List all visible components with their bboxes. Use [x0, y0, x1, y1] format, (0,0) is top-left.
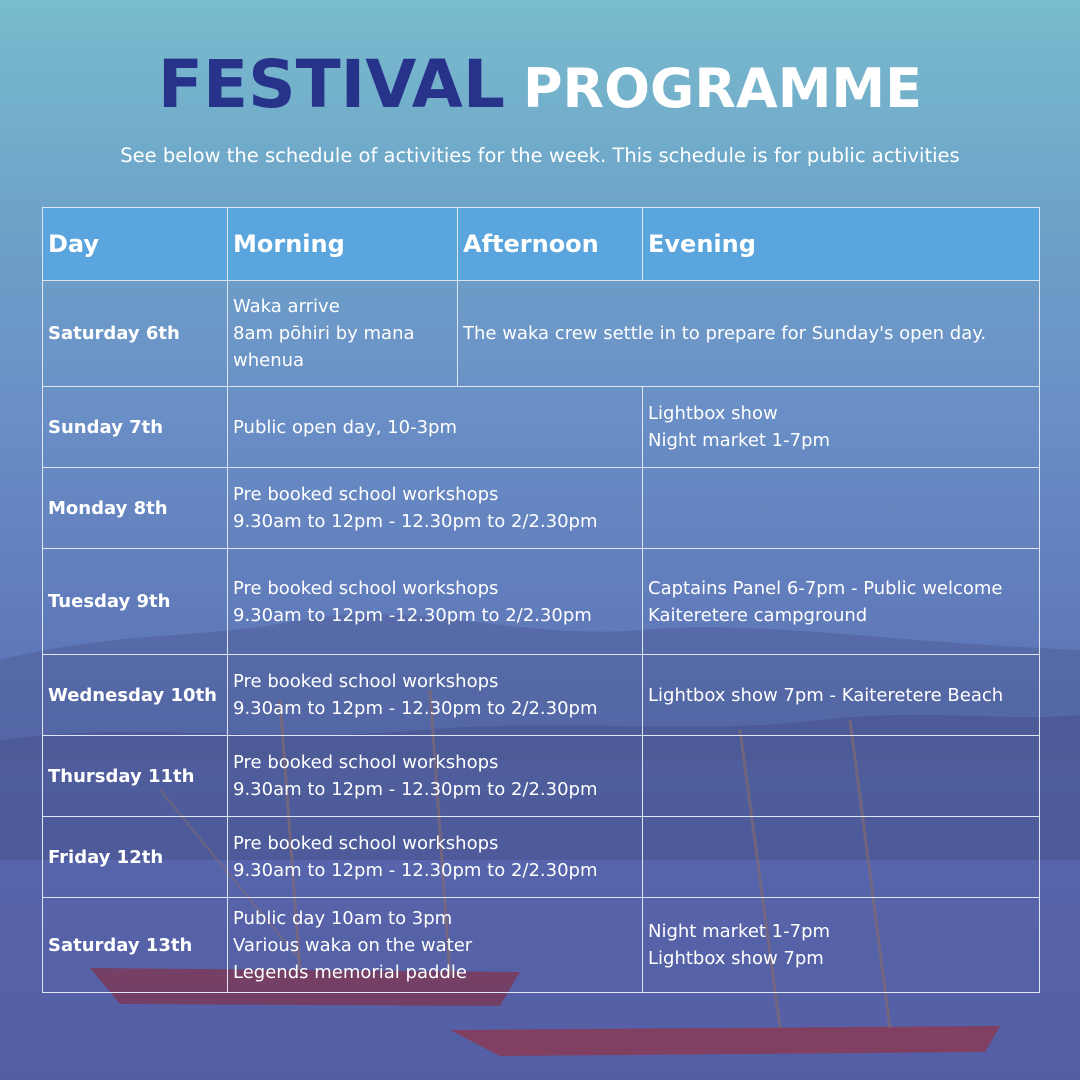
cell-line: Pre booked school workshops: [233, 752, 499, 773]
table-row: [43, 549, 1040, 655]
cell-line: Kaiteretere campground: [648, 604, 868, 626]
table-row: [43, 817, 1040, 898]
morning-cell: [228, 281, 458, 387]
morning-afternoon-cell: [228, 736, 643, 817]
cell-line: Night market 1-7pm: [648, 921, 831, 942]
evening-cell: [643, 736, 1040, 817]
day-cell: Wednesday 10th: [43, 655, 228, 736]
table-row: [43, 281, 1040, 387]
evening-cell: [643, 387, 1040, 468]
cell-line: 9.30am to 12pm - 12.30pm to 2/2.30pm: [233, 698, 598, 719]
schedule-table: [42, 207, 1040, 993]
morning-afternoon-cell: [228, 387, 643, 468]
header-morning: Morning: [228, 208, 458, 281]
evening-cell: [643, 898, 1040, 993]
evening-cell: [643, 549, 1040, 655]
day-cell: Tuesday 9th: [43, 549, 228, 655]
table-row: [43, 898, 1040, 993]
title-festival: FESTIVAL: [157, 46, 505, 123]
cell-line: Captains Panel 6-7pm - Public welcome: [648, 577, 1003, 599]
afternoon-evening-cell: [458, 281, 1040, 387]
header-day: Day: [43, 208, 228, 281]
morning-afternoon-cell: [228, 898, 643, 993]
cell-line: Various waka on the water: [233, 934, 473, 956]
day-cell: Thursday 11th: [43, 736, 228, 817]
waka-hull-right: [450, 1026, 1000, 1056]
cell-line: 8am pōhiri by mana: [233, 323, 415, 344]
table-row: [43, 387, 1040, 468]
day-cell: Monday 8th: [43, 468, 228, 549]
cell-line: Night market 1-7pm: [648, 430, 831, 451]
page-subtitle: See below the schedule of activities for the week. This schedule is for public activities: [120, 144, 960, 167]
cell-line: 9.30am to 12pm -12.30pm to 2/2.30pm: [233, 604, 592, 626]
cell-line: Pre booked school workshops: [233, 671, 499, 692]
cell-line: Pre booked school workshops: [233, 484, 499, 505]
day-cell: Saturday 13th: [43, 898, 228, 993]
cell-line: Legends memorial paddle: [233, 961, 467, 983]
evening-cell: [643, 817, 1040, 898]
cell-line: 9.30am to 12pm - 12.30pm to 2/2.30pm: [233, 511, 598, 532]
header-afternoon: Afternoon: [458, 208, 643, 281]
morning-afternoon-cell: [228, 468, 643, 549]
cell-line: Waka arrive: [233, 296, 340, 317]
cell-line: Lightbox show 7pm - Kaiteretere Beach: [648, 684, 1004, 706]
morning-afternoon-cell: [228, 549, 643, 655]
cell-line: Public day 10am to 3pm: [233, 907, 453, 929]
cell-line: 9.30am to 12pm - 12.30pm to 2/2.30pm: [233, 779, 598, 800]
cell-line: Pre booked school workshops: [233, 577, 499, 599]
cell-line: The waka crew settle in to prepare for Sunday's open day.: [463, 323, 987, 344]
table-header-row: [43, 208, 1040, 281]
table-row: [43, 468, 1040, 549]
morning-afternoon-cell: [228, 655, 643, 736]
cell-line: Public open day, 10-3pm: [233, 416, 457, 438]
day-cell: Saturday 6th: [43, 281, 228, 387]
morning-afternoon-cell: [228, 817, 643, 898]
title-programme: PROGRAMME: [522, 57, 923, 120]
table-row: [43, 655, 1040, 736]
evening-cell: [643, 468, 1040, 549]
cell-line: 9.30am to 12pm - 12.30pm to 2/2.30pm: [233, 860, 598, 881]
day-cell: Friday 12th: [43, 817, 228, 898]
cell-line: whenua: [233, 350, 305, 371]
cell-line: Lightbox show: [648, 403, 778, 424]
evening-cell: [643, 655, 1040, 736]
cell-line: Pre booked school workshops: [233, 833, 499, 854]
cell-line: Lightbox show 7pm: [648, 948, 824, 969]
page-title: [0, 46, 1080, 123]
table-row: [43, 736, 1040, 817]
header-evening: Evening: [643, 208, 1040, 281]
day-cell: Sunday 7th: [43, 387, 228, 468]
